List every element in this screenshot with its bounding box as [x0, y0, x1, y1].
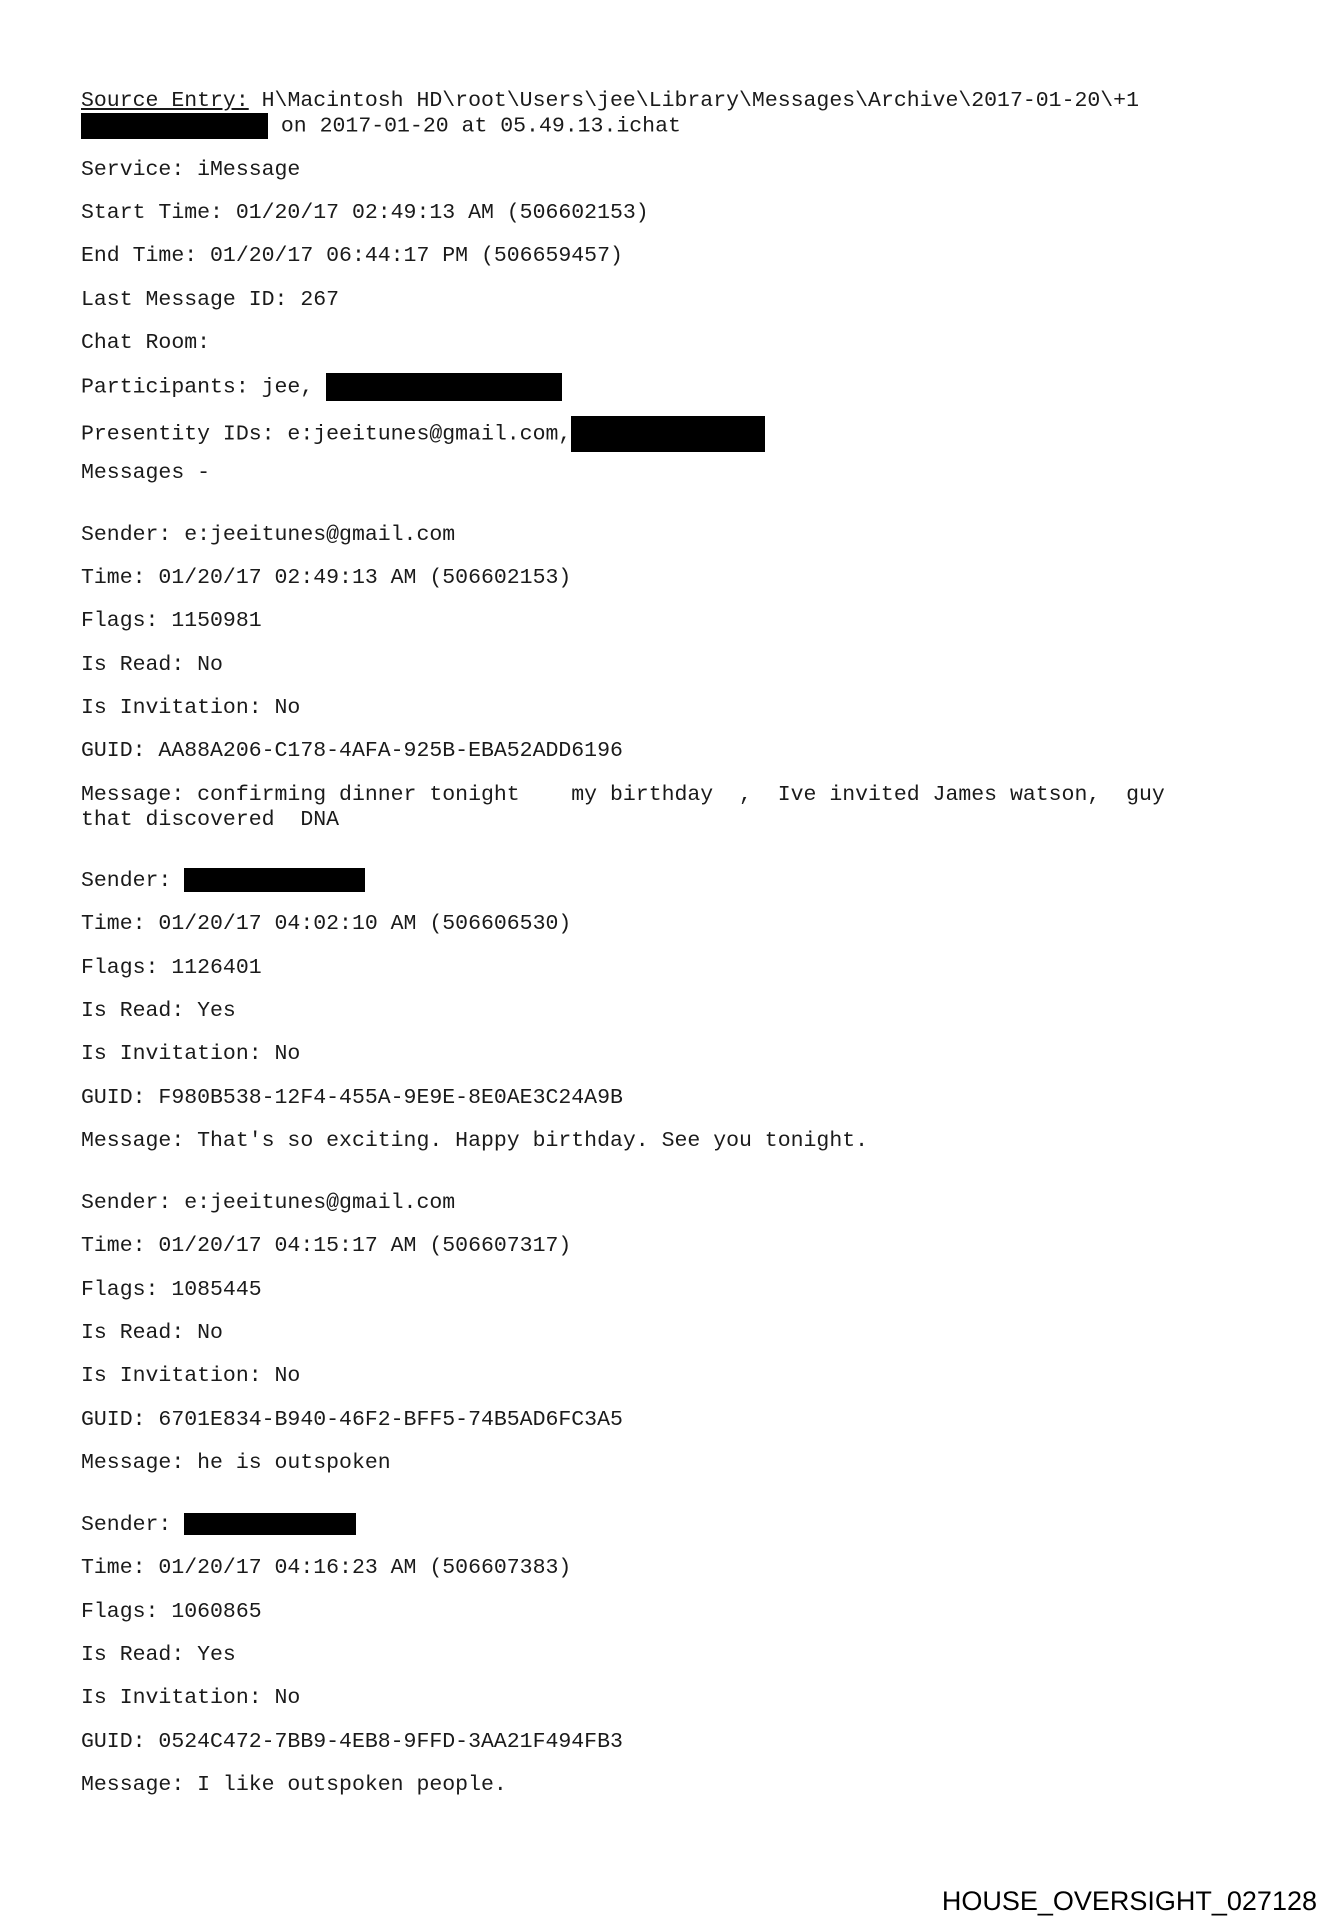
message-time: Time: 01/20/17 04:16:23 AM (506607383) [81, 1556, 572, 1580]
message-body-continued: that discovered DNA [81, 808, 340, 832]
message-time: Time: 01/20/17 04:02:10 AM (506606530) [81, 912, 572, 936]
message-body: Message: I like outspoken people. [81, 1773, 507, 1797]
redaction-block [81, 113, 268, 139]
bates-number: HOUSE_OVERSIGHT_027128 [941, 1886, 1317, 1916]
source-entry-line [81, 88, 1139, 114]
message-sender: Sender: e:jeeitunes@gmail.com [81, 523, 456, 547]
message-sender-label: Sender: [81, 1513, 172, 1537]
message-flags: Flags: 1126401 [81, 956, 262, 980]
message-is-read: Is Read: Yes [81, 1643, 236, 1667]
message-is-read: Is Read: No [81, 1321, 223, 1345]
redaction-block [184, 1513, 356, 1535]
message-sender [81, 868, 365, 894]
message-guid: GUID: 0524C472-7BB9-4EB8-9FFD-3AA21F494FB3 [81, 1730, 623, 1754]
messages-label: Messages - [81, 461, 211, 485]
message-is-read: Is Read: No [81, 653, 223, 677]
presentity-ids-line [81, 416, 765, 452]
source-entry-continued [81, 113, 681, 140]
redaction-block [184, 868, 365, 892]
message-sender [81, 1512, 356, 1538]
message-body: Message: he is outspoken [81, 1451, 391, 1475]
message-time: Time: 01/20/17 04:15:17 AM (506607317) [81, 1234, 572, 1258]
message-guid: GUID: 6701E834-B940-46F2-BFF5-74B5AD6FC3A5 [81, 1408, 623, 1432]
participants-line [81, 373, 562, 401]
redaction-block [571, 416, 765, 452]
participants-text: Participants: jee, [81, 375, 314, 400]
message-guid: GUID: F980B538-12F4-455A-9E9E-8E0AE3C24A9B [81, 1086, 623, 1110]
message-is-invitation: Is Invitation: No [81, 1364, 301, 1388]
source-entry-cont-text: on 2017-01-20 at 05.49.13.ichat [280, 114, 681, 139]
last-message-id-line: Last Message ID: 267 [81, 288, 340, 312]
source-entry-label: Source Entry: [81, 89, 249, 113]
message-flags: Flags: 1150981 [81, 609, 262, 633]
message-is-invitation: Is Invitation: No [81, 1686, 301, 1710]
end-time-line: End Time: 01/20/17 06:44:17 PM (506659457) [81, 244, 623, 268]
message-sender: Sender: e:jeeitunes@gmail.com [81, 1191, 456, 1215]
message-time: Time: 01/20/17 02:49:13 AM (506602153) [81, 566, 572, 590]
start-time-line: Start Time: 01/20/17 02:49:13 AM (506602153) [81, 201, 649, 225]
message-flags: Flags: 1060865 [81, 1600, 262, 1624]
message-body: Message: confirming dinner tonight my birthday , Ive invited James watson, guy [81, 783, 1165, 807]
source-entry-path: H\Macintosh HD\root\Users\jee\Library\Messages\Archive\2017-01-20\+1 [261, 89, 1139, 113]
message-sender-label: Sender: [81, 869, 172, 893]
service-line: Service: iMessage [81, 158, 301, 182]
redaction-block [326, 373, 562, 401]
chat-room-line: Chat Room: [81, 331, 211, 355]
message-is-invitation: Is Invitation: No [81, 1042, 301, 1066]
presentity-ids-text: Presentity IDs: e:jeeitunes@gmail.com, [81, 422, 572, 447]
message-guid: GUID: AA88A206-C178-4AFA-925B-EBA52ADD6196 [81, 739, 623, 763]
message-body: Message: That's so exciting. Happy birthday. See you tonight. [81, 1129, 869, 1153]
message-flags: Flags: 1085445 [81, 1278, 262, 1302]
message-is-read: Is Read: Yes [81, 999, 236, 1023]
message-is-invitation: Is Invitation: No [81, 696, 301, 720]
